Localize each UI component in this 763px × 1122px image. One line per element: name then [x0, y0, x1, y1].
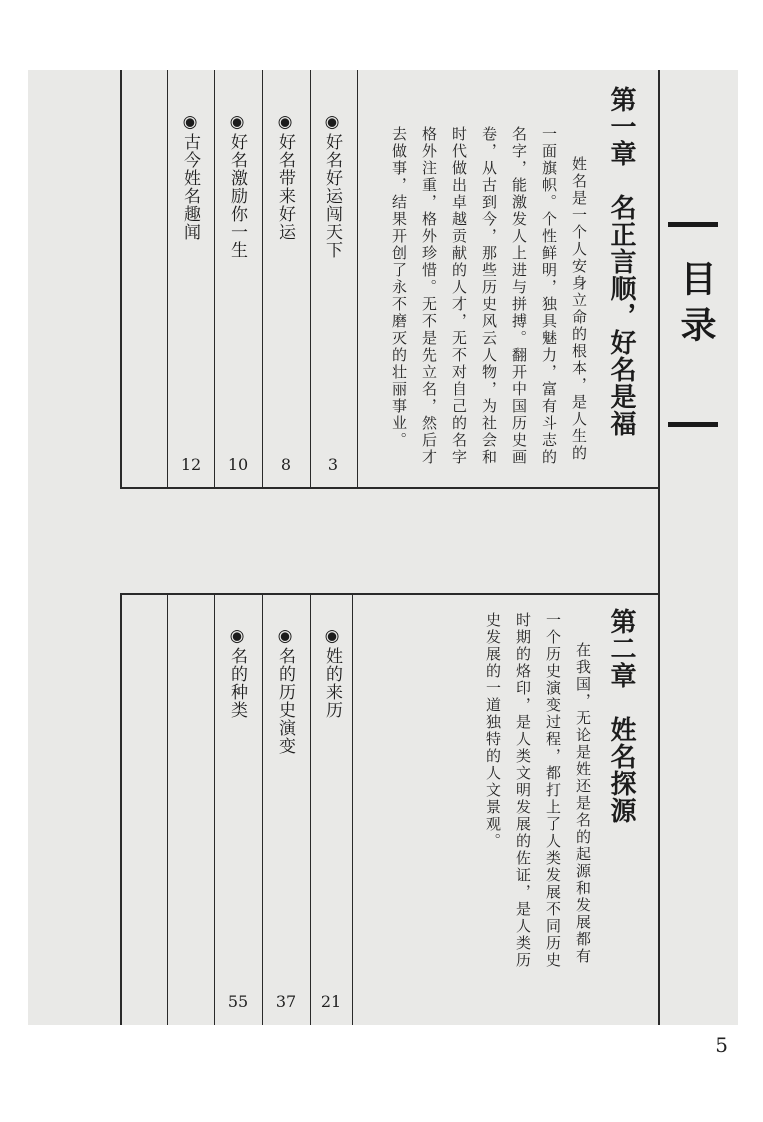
- page-number: 5: [715, 1033, 728, 1057]
- chapter2-intro-line: 一个历史演变过程，都打上了人类发展不同历史: [544, 612, 562, 969]
- chapter1-title: 第一章 名正言顺，好名是福: [606, 86, 636, 437]
- chapter1-intro-line: 姓名是一个人安身立命的根本，是人生的: [570, 156, 588, 462]
- ch1-col-rule-1: [167, 70, 168, 488]
- chapter1-intro-line: 名字，能激发人上进与拼搏。翻开中国历史画: [510, 126, 528, 466]
- toc-page-ch2-1: 21: [320, 992, 342, 1011]
- ch2-col-rule-3: [262, 593, 263, 1025]
- toc-title: 目录: [675, 260, 717, 352]
- ch1-col-rule-4: [310, 70, 311, 488]
- ch2-top-rule: [120, 593, 660, 595]
- ch1-col-rule-5: [357, 70, 358, 488]
- toc-page-ch1-3: 10: [227, 455, 249, 474]
- toc-entry-ch2-1[interactable]: ◉姓的来历: [322, 626, 342, 719]
- bracket-bottom-bar: [668, 422, 718, 427]
- chapter1-intro-line: 去做事，结果开创了永不磨灭的壮丽事业。: [390, 126, 408, 449]
- ch2-col-rule-5: [352, 593, 353, 1025]
- toc-page-ch2-3: 55: [227, 992, 249, 1011]
- toc-entry-ch1-4[interactable]: ◉古今姓名趣闻: [180, 112, 200, 241]
- chapter1-intro-line: 卷，从古到今，那些历史风云人物，为社会和: [480, 126, 498, 466]
- bracket-top-bar: [668, 222, 718, 227]
- right-rule: [658, 70, 660, 1025]
- toc-entry-ch1-1[interactable]: ◉好名好运闯天下: [322, 112, 342, 259]
- chapter2-intro-line: 史发展的一道独特的人文景观。: [484, 612, 502, 850]
- toc-page-ch1-2: 8: [280, 455, 292, 474]
- toc-page-ch1-4: 12: [180, 455, 202, 474]
- ch2-col-rule-1: [167, 593, 168, 1025]
- toc-entry-ch2-3[interactable]: ◉名的种类: [227, 626, 247, 719]
- ch1-bottom-rule: [120, 487, 660, 489]
- ch1-col-rule-2: [214, 70, 215, 488]
- ch2-col-rule-2: [214, 593, 215, 1025]
- chapter1-intro-line: 格外注重，格外珍惜。无不是先立名，然后才: [420, 126, 438, 466]
- ch2-col-rule-4: [310, 593, 311, 1025]
- ch1-col-rule-3: [262, 70, 263, 488]
- toc-entry-ch2-2[interactable]: ◉名的历史演变: [275, 626, 295, 755]
- chapter2-intro-line: 在我国，无论是姓还是名的起源和发展都有: [574, 642, 592, 965]
- chapter2-title: 第二章 姓名探源: [606, 608, 636, 824]
- chapter2-intro: [478, 612, 598, 992]
- toc-page-ch2-2: 37: [275, 992, 297, 1011]
- chapter2-intro-line: 时期的烙印，是人类文明发展的佐证，是人类历: [514, 612, 532, 969]
- chapter1-intro-line: 时代做出卓越贡献的人才，无不对自己的名字: [450, 126, 468, 466]
- toc-entry-ch1-3[interactable]: ◉好名激励你一生: [227, 112, 247, 259]
- ch2-left-rule: [120, 593, 122, 1025]
- chapter1-intro: [384, 126, 594, 466]
- ch1-left-rule: [120, 70, 122, 488]
- toc-entry-ch1-2[interactable]: ◉好名带来好运: [275, 112, 295, 241]
- chapter1-intro-line: 一面旗帜。个性鲜明，独具魅力，富有斗志的: [540, 126, 558, 466]
- toc-page-ch1-1: 3: [327, 455, 339, 474]
